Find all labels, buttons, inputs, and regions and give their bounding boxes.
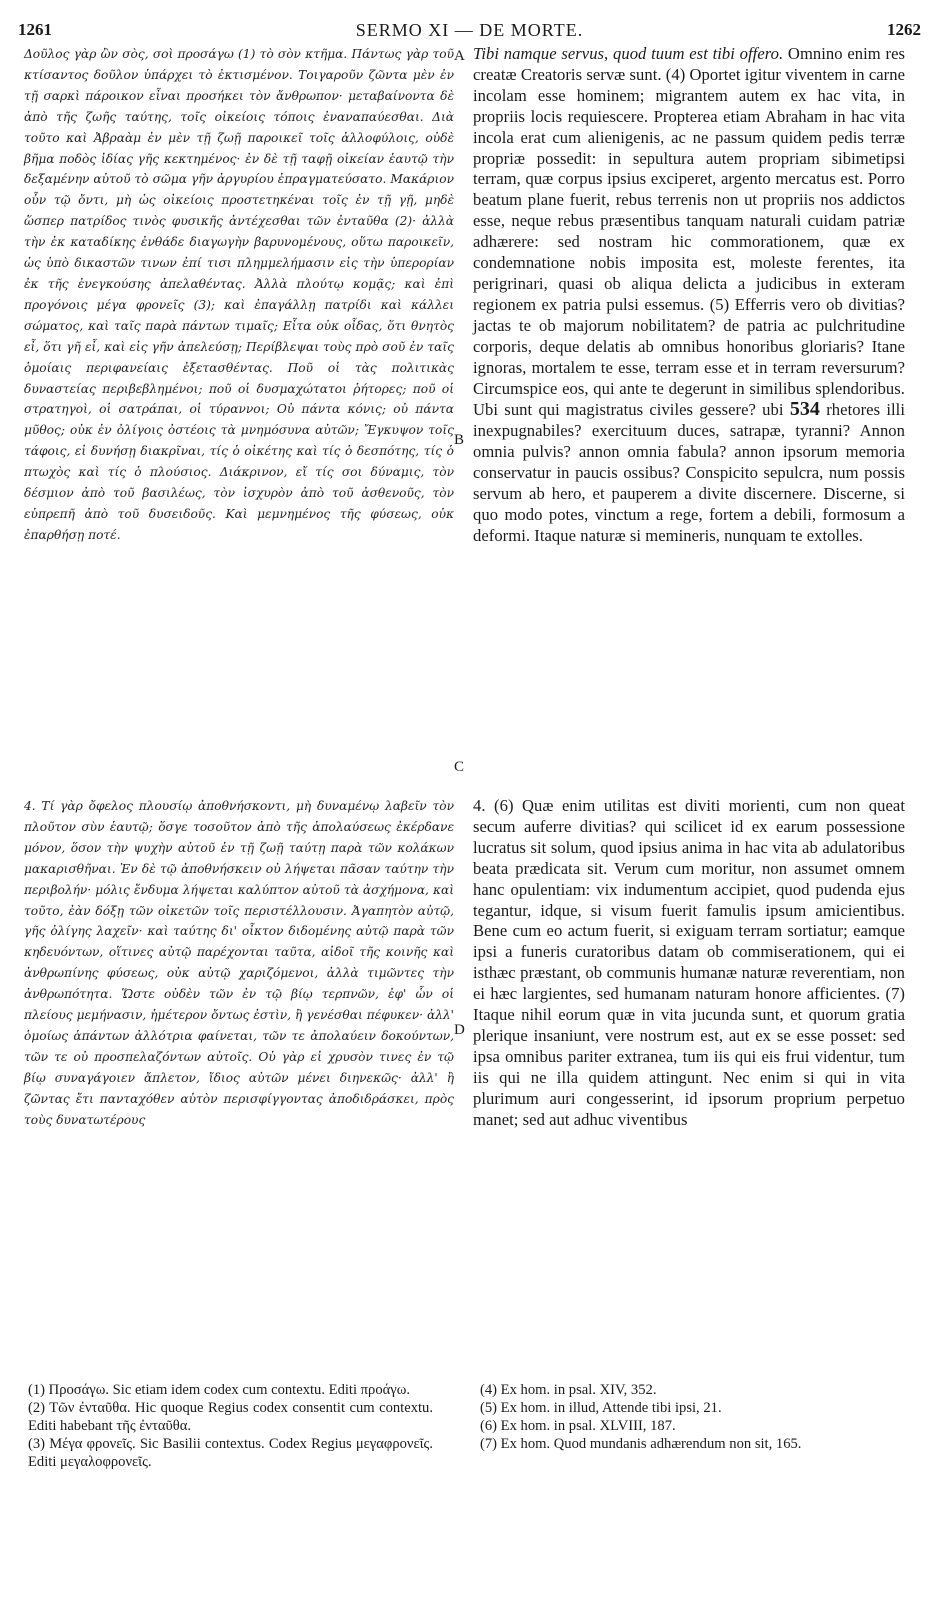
- footnotes-right: [480, 1381, 900, 1453]
- column-number: 534: [789, 398, 820, 421]
- latin-italic-opening: Tibi namque servus, quod tuum est tibi offero.: [473, 44, 784, 63]
- latin-paragraph-1: [473, 44, 905, 547]
- footnote-1: (1) Προσάγω. Sic etiam idem codex cum contextu. Editi προάγω.: [28, 1382, 410, 1398]
- running-title: SERMO XI — DE MORTE.: [355, 20, 584, 40]
- greek-column-section-1: [24, 44, 454, 546]
- footnote-7: (7) Ex hom. Quod mundanis adhærendum non sit, 165.: [480, 1436, 802, 1452]
- latin-text-2: rhetores illi inexpugnabiles? exercituum duces, satrapæ, tyranni? Annon omnia pulvis? annon omnia fabula? annon ipsorum memoria conservatur in paucis ossibus? Conspicito sepulcra, num possis servum ab hero, et pauperem a divite discernere. Discerne, si quo modo potes, vinctum a rege, fortem a debili, formosum a deformi. Itaque naturæ si memineris, nunquam te extolles.: [473, 400, 905, 545]
- footnote-2: (2) Τῶν ἐνταῦθα. Hic quoque Regius codex consentit cum contextu. Editi habebant τῆς ἐνταῦθα.: [28, 1400, 433, 1434]
- margin-letter-d: D: [454, 1022, 465, 1038]
- footnote-4: (4) Ex hom. in psal. XIV, 352.: [480, 1382, 657, 1398]
- greek-column-section-2: [24, 796, 454, 1131]
- footnotes-left: [28, 1381, 433, 1471]
- greek-paragraph-2: 4. Τί γὰρ ὄφελος πλουσίῳ ἀποθνήσκοντι, μὴ δυναμένῳ λαβεῖν τὸν πλοῦτον σὺν ἑαυτῷ; ὅσγε τοσοῦτον ἀπὸ τῆς ἀπολαύσεως ἐκέρδανε μόνον, ὅσον τὴν ψυχὴν αὐτοῦ ἐν τῇ ζωῇ ταύτῃ παρὰ τῶν κολάκων μακαρισθῆναι. Ἐν δὲ τῷ ἀποθνήσκειν οὐ λήψεται πᾶσαν ταύτην τὴν περιβολήν· μόλις ἔνδυμα λήψεται καλύπτον αὐτοῦ τὰ ἀσχήμονα, καὶ τοῦτο, ἐὰν δόξῃ τῶν οἰκετῶν τοῖς περιστέλλουσιν. Ἀγαπητὸν αὐτῷ, γῆς ὀλίγης λαχεῖν· καὶ ταύτης δι' οἶκτον διδομένης αὐτῷ παρὰ τῶν κηδευόντων, οἵτινες αὐτῷ παρέχονται ταῦτα, αἰδοῖ τῆς κοινῆς καὶ ἀνθρωπίνης φύσεως, οὐκ αὐτῷ χαριζόμενοι, ἀλλὰ τιμῶντες τὴν ἀνθρωπότητα. Ὥστε οὐδὲν τῶν ἐν τῷ βίῳ τερπνῶν, ἐφ' ὧν οἱ πλείους μεμήνασιν, ἡμέτερον ὄντως ἐστὶν, ἢ γενέσθαι πέφυκεν· ἀλλ' ὁμοίως ἁπάντων ἀλλότρια φαίνεται, τῶν τε ἀπολαύειν δοκούντων, τῶν τε οὐ προσπελαζόντων αὐτοῖς. Οὐ γὰρ εἰ χρυσὸν τινες ἐν τῷ βίῳ συναγάγοιεν ἄπλετον, ἴδιος αὐτῶν μένει διηνεκῶς· ἀλλ' ἢ ζῶντας ἔτι πανταχόθεν αὐτὸν περισφίγγοντας ἀποδιδράσκει, πρὸς τοὺς δυνατωτέρους: [24, 799, 454, 1127]
- latin-text-1: Omnino enim res creatæ Creatoris servæ sunt. (4) Oportet igitur viventem in carne incolam esse hominem; migrantem autem ex hac vita, in propriis locis requiescere. Propterea etiam Abraham in hac vita incola erat cum alienigenis, ac ne passum quidem pedis terræ propriæ possedit: in sepultura autem propriam sibimetipsi terram, quæ corpus ipsius exciperet, argento mercatus est. Porro beatum plane fuerit, rebus terrenis non ut propriis nos addictos esse, neque rebus præsentibus tanquam naturali cuidam patriæ adhærere: sed nostram hic commorationem, quæ ex condemnatione nobis imposita est, moleste ferentes, ita perigrinari, quasi ob aliqua delicta a judicibus in exteram regionem ex patria pulsi essemus. (5) Efferris vero ob divitias? jactas te ob majorum nobilitatem? de patria ac pulchritudine corporis, deque delatis ab omnibus honoribus gloriaris? Itane ignoras, mortalem te esse, terram esse et in terram reversurum? Circumspice eos, qui ante te degerunt in similibus splendoribus. Ubi sunt qui magistratus civiles gessere? ubi: [473, 44, 905, 420]
- latin-paragraph-2: 4. (6) Quæ enim utilitas est diviti morienti, cum non queat secum auferre divitias? qui scilicet id ex earum possessione lucratus sit solum, quod ipsius anima in hac vita ab adulatoribus beata prædicata sit. Verum cum moritur, non assumet omnem hanc opulentiam: vix indumentum accipiet, quod pudenda ejus tegantur, idque, si visum fuerit famulis ipsum amicientibus. Bene cum eo actum fuerit, si exiguam terram sortiatur; eamque ipsi a funeris curatoribus datam ob commiserationem, qui ei isthæc præstant, ob communis humanæ naturæ reverentiam, non ei hæc largientes, sed humanam naturam honore afficientes. (7) Itaque nihil eorum quæ in vita jucunda sunt, et quorum gratia plerique insaniunt, vere nostrum est, aut ex se esse posset: sed ipsa omnibus pariter extranea, tum iis qui eis frui videntur, tum iis qui ne illa quidem attingunt. Nec enim si qui in vita plurimum auri congesserint, id ipsorum proprium perpetuo manet; sed aut adhuc viventibus: [473, 796, 905, 1129]
- page-number-right: 1262: [887, 20, 921, 39]
- footnote-5: (5) Ex hom. in illud, Attende tibi ipsi, 21.: [480, 1400, 722, 1416]
- margin-letter-b: B: [454, 432, 465, 448]
- page-header: [18, 20, 921, 46]
- greek-paragraph-1: Δοῦλος γὰρ ὢν σὸς, σοὶ προσάγω (1) τὸ σὸν κτῆμα. Πάντως γὰρ τοῦ κτίσαντος δοῦλον ὑπάρχει τὸ ἐκτισμένον. Τοιγαροῦν ζῶντα μὲν ἐν τῇ σαρκὶ πάροικον εἶναι προσήκει τὸν ἄνθρωπον· μεταβαίνοντα δὲ ἀπὸ τῆς ζωῆς ταύτης, τοῖς οἰκείοις τόποις ἐναναπαύεσθαι. Διὰ τοῦτο καὶ Ἀβραὰμ ἐν μὲν τῇ ζωῇ παροικεῖ τοῖς ἀλλοφύλοις, οὐδὲ βῆμα ποδὸς ἰδίας γῆς κεκτημένος· ἐν δὲ τῇ ταφῇ οἰκείαν ἑαυτῷ τὴν δεξαμένην αὐτοῦ τὸ σῶμα γῆν ἀργυρίου ἐπραγματεύσατο. Μακάριον οὖν τῷ ὄντι, μὴ ὡς οἰκείοις προστετηκέναι τοῖς ἐν τῇ γῇ, μηδὲ ὥσπερ πατρίδος τινὸς φυσικῆς ἀντέχεσθαι τῶν ἐνταῦθα (2)· ἀλλὰ τὴν ἐκ καταδίκης ἐνθάδε διαγωγὴν βαρυνομένους, οὕτω παροικεῖν, ὡς ὑπὸ δικαστῶν τινων ἐπί τισι πλημμελήμασιν εἰς τὴν ὑπερορίαν ἐκ τῆς ἐνεγκούσης ἀπελαθέντας. Ἀλλὰ πλούτῳ κομᾷς; καὶ ἐπὶ προγόνοις μέγα φρονεῖς (3); καὶ ἐπαγάλλῃ πατρίδι καὶ κάλλει σώματος, καὶ ταῖς παρὰ πάντων τιμαῖς; Εἶτα οὐκ οἶδας, ὅτι θνητὸς εἶ, ὅτι γῆ εἶ, καὶ εἰς γῆν ἀπελεύσῃ; Περίβλεψαι τοὺς πρὸ σοῦ ἐν ταῖς ὁμοίαις περιφανείαις ἐξετασθέντας. Ποῦ οἱ τὰς πολιτικὰς δυναστείας περιβεβλημένοι; ποῦ οἱ δυσμαχώτατοι ῥήτορες; ποῦ οἱ στρατηγοὶ, οἱ σατράπαι, οἱ τύραννοι; Οὐ πάντα κόνις; οὐ πάντα μῦθος; οὐκ ἐν ὀλίγοις ὀστέοις τὰ μνημόσυνα αὐτῶν; Ἔγκυψον τοῖς τάφοις, εἰ δυνήσῃ διακρῖναι, τίς ὁ οἰκέτης καὶ τίς ὁ δεσπότης, τίς ὁ πτωχὸς καὶ τίς ὁ πλούσιος. Διάκρινον, εἴ τίς σοι δύναμις, τὸν δέσμιον ἀπὸ τοῦ βασιλέως, τὸν ἰσχυρὸν ἀπὸ τοῦ ἀσθενοῦς, τὸν εὐπρεπῆ ἀπὸ τοῦ δυσειδοῦς. Καὶ μεμνημένος τῆς φύσεως, οὐκ ἐπαρθήσῃ ποτέ.: [24, 47, 454, 542]
- footnote-6: (6) Ex hom. in psal. XLVIII, 187.: [480, 1418, 676, 1434]
- margin-letter-a: A: [454, 48, 465, 64]
- margin-letter-c: C: [454, 759, 465, 775]
- latin-column-section-2: [473, 796, 905, 1131]
- latin-column-section-1: [473, 44, 905, 547]
- footnote-3: (3) Μέγα φρονεῖς. Sic Basilii contextus. Codex Regius μεγαφρονεῖς. Editi μεγαλοφρονεῖς.: [28, 1436, 433, 1470]
- page-number-left: 1261: [18, 20, 52, 39]
